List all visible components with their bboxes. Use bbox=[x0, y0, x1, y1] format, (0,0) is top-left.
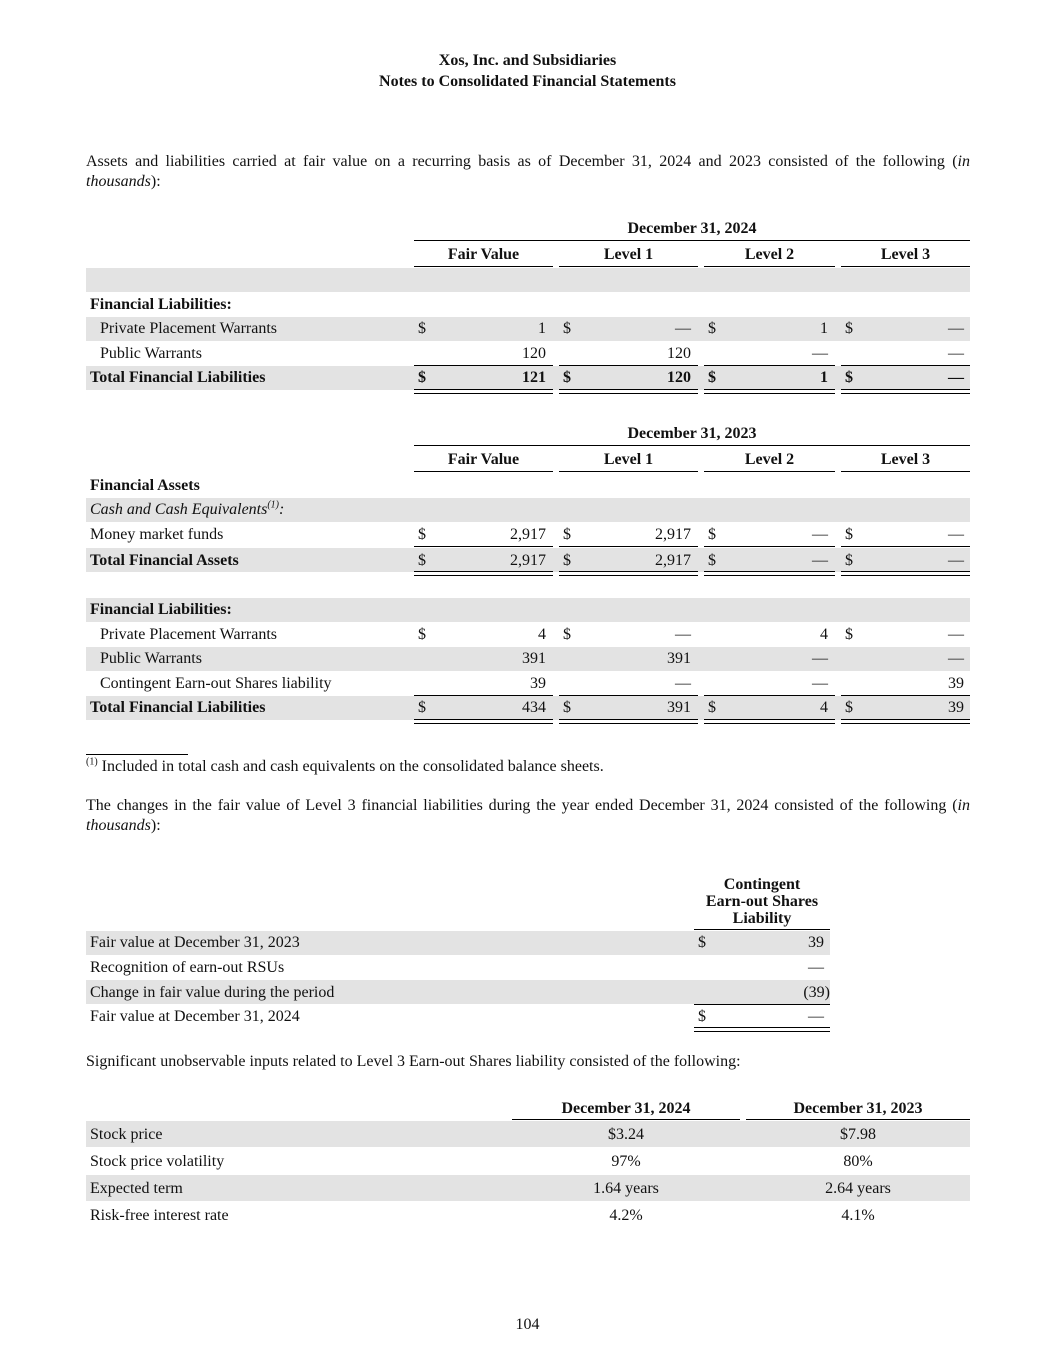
value-cell: 39 bbox=[530, 675, 546, 692]
double-rule bbox=[704, 389, 835, 394]
col-fair-value: Fair Value bbox=[447, 451, 520, 468]
currency-symbol: $ bbox=[845, 552, 853, 569]
value-cell: — bbox=[675, 675, 691, 692]
currency-symbol: $ bbox=[563, 699, 571, 716]
value-cell: 4.2% bbox=[609, 1207, 643, 1224]
value-cell: — bbox=[948, 345, 964, 362]
col-rule bbox=[841, 266, 970, 267]
value-cell: 120 bbox=[667, 345, 691, 362]
value-cell: — bbox=[948, 526, 964, 543]
value-cell: 39 bbox=[808, 934, 824, 951]
currency-symbol: $ bbox=[418, 369, 426, 386]
row-label: Expected term bbox=[90, 1180, 183, 1197]
row-label: Private Placement Warrants bbox=[100, 626, 278, 643]
value-cell: 1 bbox=[820, 320, 828, 337]
currency-symbol: $ bbox=[845, 699, 853, 716]
value-cell: 39 bbox=[948, 675, 964, 692]
section-label: Financial Assets bbox=[90, 477, 200, 494]
currency-symbol: $ bbox=[418, 320, 426, 337]
subtotal-rule bbox=[414, 546, 553, 547]
total-value: 391 bbox=[667, 699, 691, 716]
row-label: Contingent Earn-out Shares liability bbox=[100, 675, 332, 692]
currency-symbol: $ bbox=[418, 526, 426, 543]
total-value: 120 bbox=[667, 369, 691, 386]
double-rule bbox=[841, 571, 970, 576]
value-cell: — bbox=[948, 626, 964, 643]
currency-symbol: $ bbox=[708, 369, 716, 386]
currency-symbol: $ bbox=[563, 526, 571, 543]
header-rule bbox=[512, 1119, 740, 1120]
currency-symbol: $ bbox=[698, 1008, 706, 1025]
double-rule bbox=[704, 571, 835, 576]
double-rule bbox=[559, 389, 698, 394]
value-cell: 2.64 years bbox=[825, 1180, 891, 1197]
header-rule bbox=[746, 1119, 970, 1120]
col-level-3: Level 3 bbox=[880, 451, 931, 468]
value-cell: — bbox=[812, 345, 828, 362]
value-cell: — bbox=[675, 320, 691, 337]
currency-symbol: $ bbox=[563, 369, 571, 386]
double-rule bbox=[704, 719, 835, 724]
currency-symbol: $ bbox=[563, 552, 571, 569]
value-cell: (39) bbox=[803, 984, 830, 1001]
total-value: 1 bbox=[820, 369, 828, 386]
value-cell: 1 bbox=[538, 320, 546, 337]
value-cell: 4 bbox=[820, 626, 828, 643]
col-rule bbox=[559, 266, 698, 267]
inputs-paragraph: Significant unobservable inputs related to Level 3 Earn-out Shares liability consisted of the following: bbox=[86, 1053, 741, 1070]
currency-symbol: $ bbox=[563, 320, 571, 337]
col-level-1: Level 1 bbox=[603, 451, 654, 468]
value-cell: 391 bbox=[522, 650, 546, 667]
section-label: Financial Liabilities: bbox=[90, 601, 232, 618]
total-label: Total Financial Assets bbox=[90, 552, 239, 569]
row-label: Fair value at December 31, 2024 bbox=[90, 1008, 300, 1025]
col-rule bbox=[414, 471, 553, 472]
total-value: 39 bbox=[948, 699, 964, 716]
row-label: Private Placement Warrants bbox=[100, 320, 278, 337]
currency-symbol: $ bbox=[845, 626, 853, 643]
total-value: 434 bbox=[522, 699, 546, 716]
value-cell: — bbox=[808, 1008, 824, 1025]
col-rule bbox=[704, 471, 835, 472]
currency-symbol: $ bbox=[698, 934, 706, 951]
double-rule bbox=[414, 389, 553, 394]
value-cell: 80% bbox=[843, 1153, 873, 1170]
row-label: Recognition of earn-out RSUs bbox=[90, 959, 285, 976]
total-value: 2,917 bbox=[655, 552, 691, 569]
value-cell: 2,917 bbox=[655, 526, 691, 543]
value-cell: 120 bbox=[522, 345, 546, 362]
value-cell: 2,917 bbox=[510, 526, 546, 543]
row-label: Public Warrants bbox=[100, 345, 202, 362]
double-rule bbox=[559, 571, 698, 576]
value-cell: — bbox=[812, 526, 828, 543]
value-cell: $3.24 bbox=[608, 1126, 644, 1143]
level3-column-header: Contingent Earn-out Shares Liability bbox=[705, 876, 819, 927]
col-level-2: Level 2 bbox=[744, 451, 795, 468]
col-rule bbox=[841, 471, 970, 472]
currency-symbol: $ bbox=[845, 526, 853, 543]
value-cell: 97% bbox=[611, 1153, 641, 1170]
value-cell: — bbox=[812, 650, 828, 667]
row-label: Fair value at December 31, 2023 bbox=[90, 934, 300, 951]
footnote-rule bbox=[86, 754, 188, 755]
subtotal-rule bbox=[841, 546, 970, 547]
value-cell: $7.98 bbox=[840, 1126, 876, 1143]
intro-paragraph: Assets and liabilities carried at fair value on a recurring basis as of December 31, 2024 and 2023 consisted of the following (in thousands): bbox=[86, 153, 970, 190]
section-label: Financial Liabilities: bbox=[90, 296, 232, 313]
col-dec-2024: December 31, 2024 bbox=[561, 1100, 691, 1117]
currency-symbol: $ bbox=[708, 320, 716, 337]
footnote: $^{(1)}$ Included in total cash and cash equivalents on the consolidated balance sheets. bbox=[86, 756, 604, 775]
subtotal-rule bbox=[559, 546, 698, 547]
double-rule bbox=[694, 1027, 830, 1032]
row-label: Change in fair value during the period bbox=[90, 984, 335, 1001]
shaded-row bbox=[86, 268, 970, 292]
total-value: 2,917 bbox=[510, 552, 546, 569]
cash-equivalents-label: Cash and Cash Equivalents$^{(1)}$: bbox=[90, 499, 285, 518]
row-label: Stock price volatility bbox=[90, 1153, 225, 1170]
currency-symbol: $ bbox=[845, 369, 853, 386]
col-level-1: Level 1 bbox=[603, 246, 654, 263]
header-rule bbox=[414, 240, 970, 241]
currency-symbol: $ bbox=[418, 699, 426, 716]
row-label: Public Warrants bbox=[100, 650, 202, 667]
double-rule bbox=[559, 719, 698, 724]
col-level-3: Level 3 bbox=[880, 246, 931, 263]
subtotal-rule bbox=[694, 1004, 830, 1005]
currency-symbol: $ bbox=[563, 626, 571, 643]
currency-symbol: $ bbox=[418, 626, 426, 643]
page-number: 104 bbox=[515, 1316, 540, 1333]
value-cell: — bbox=[948, 320, 964, 337]
level3-paragraph: The changes in the fair value of Level 3 financial liabilities during the year ended December 31, 2024 consisted of the following (in thousands): bbox=[86, 797, 970, 834]
total-value: — bbox=[948, 369, 964, 386]
value-cell: 391 bbox=[667, 650, 691, 667]
col-rule bbox=[559, 471, 698, 472]
double-rule bbox=[841, 389, 970, 394]
value-cell: — bbox=[948, 650, 964, 667]
col-rule bbox=[414, 266, 553, 267]
total-value: 4 bbox=[820, 699, 828, 716]
page-title: Notes to Consolidated Financial Statements bbox=[379, 73, 676, 90]
header-rule bbox=[694, 929, 830, 930]
period-header-2023: December 31, 2023 bbox=[627, 425, 757, 442]
col-dec-2023: December 31, 2023 bbox=[793, 1100, 923, 1117]
total-value: — bbox=[948, 552, 964, 569]
col-fair-value: Fair Value bbox=[447, 246, 520, 263]
double-rule bbox=[841, 719, 970, 724]
currency-symbol: $ bbox=[708, 699, 716, 716]
total-label: Total Financial Liabilities bbox=[90, 369, 266, 386]
value-cell: — bbox=[812, 675, 828, 692]
subtotal-rule bbox=[704, 546, 835, 547]
value-cell: 4.1% bbox=[841, 1207, 875, 1224]
row-label: Money market funds bbox=[90, 526, 224, 543]
col-rule bbox=[704, 266, 835, 267]
period-header-2024: December 31, 2024 bbox=[627, 220, 757, 237]
currency-symbol: $ bbox=[845, 320, 853, 337]
value-cell: 4 bbox=[538, 626, 546, 643]
value-cell: — bbox=[675, 626, 691, 643]
double-rule bbox=[414, 719, 553, 724]
company-name: Xos, Inc. and Subsidiaries bbox=[438, 52, 617, 69]
total-label: Total Financial Liabilities bbox=[90, 699, 266, 716]
total-value: — bbox=[812, 552, 828, 569]
row-label: Risk-free interest rate bbox=[90, 1207, 229, 1224]
double-rule bbox=[414, 571, 553, 576]
currency-symbol: $ bbox=[418, 552, 426, 569]
currency-symbol: $ bbox=[708, 552, 716, 569]
value-cell: 1.64 years bbox=[593, 1180, 659, 1197]
row-label: Stock price bbox=[90, 1126, 163, 1143]
currency-symbol: $ bbox=[708, 526, 716, 543]
header-rule bbox=[414, 445, 970, 446]
total-value: 121 bbox=[522, 369, 546, 386]
col-level-2: Level 2 bbox=[744, 246, 795, 263]
value-cell: — bbox=[808, 959, 824, 976]
